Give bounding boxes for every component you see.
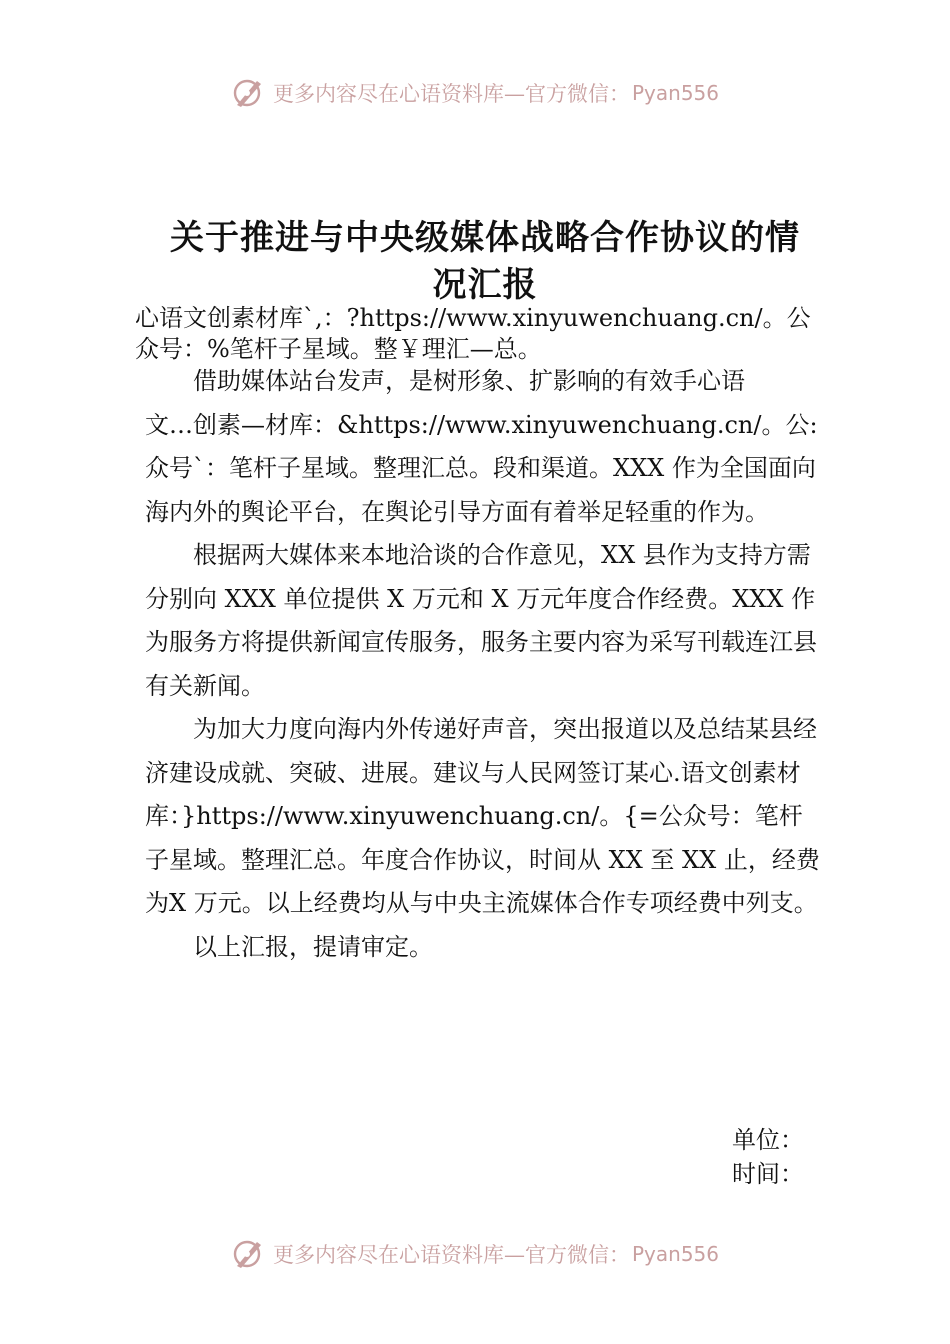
paragraph-2: 根据两大媒体来本地洽谈的合作意见，XX 县作为支持方需分别向 XXX 单位提供 X 万元和 X 万元年度合作经费。XXX 作为服务方将提供新闻宣传服务，服务主要内容为采写刊载连江县有关新闻。 <box>145 541 817 700</box>
signature-unit: 单位： <box>732 1126 804 1154</box>
banner-text: 更多内容尽在心语资料库—官方微信： <box>272 82 630 106</box>
title-line-1: 关于推进与中央级媒体战略合作协议的情 <box>170 218 800 258</box>
pen-circle-icon <box>231 1236 267 1272</box>
banner-handle: Pyan556 <box>631 81 719 105</box>
watermark-banner-top <box>0 73 950 113</box>
source-note: 心语文创素材库`,：?https://www.xinyuwenchuang.cn/。公众号：%笔杆子星域。整￥理汇—总。 <box>135 304 811 363</box>
banner-text: 更多内容尽在心语资料库—官方微信： <box>272 1243 630 1267</box>
signature-time: 时间： <box>732 1160 804 1188</box>
paragraph-3: 为加大力度向海内外传递好声音，突出报道以及总结某县经济建设成就、突破、进展。建议与人民网签订某心.语文创素材库：}https://www.xinyuwenchuang.cn/。{=公众号：笔杆子星域。整理汇总。年度合作协议，时间从 XX 至 XX 止，经费为X 万元。以上经费均从与中央主流媒体合作专项经费中列支。 <box>145 715 820 917</box>
watermark-banner-bottom <box>0 1234 950 1274</box>
paragraph-1: 借助媒体站台发声，是树形象、扩影响的有效手心语 <box>193 367 745 395</box>
document-title <box>100 215 870 309</box>
paragraph-4: 以上汇报，提请审定。 <box>193 932 433 961</box>
banner-handle: Pyan556 <box>631 1242 719 1266</box>
title-line-2: 况汇报 <box>432 265 538 305</box>
paragraph-1-continued: 文…创素—材库：&https://www.xinyuwenchuang.cn/。公:众号`：笔杆子星域。整理汇总。段和渠道。XXX 作为全国面向海内外的舆论平台，在舆论引导方面有着举足轻重的作为。 <box>145 410 818 526</box>
pen-circle-icon <box>231 75 267 111</box>
document-body <box>145 360 820 969</box>
